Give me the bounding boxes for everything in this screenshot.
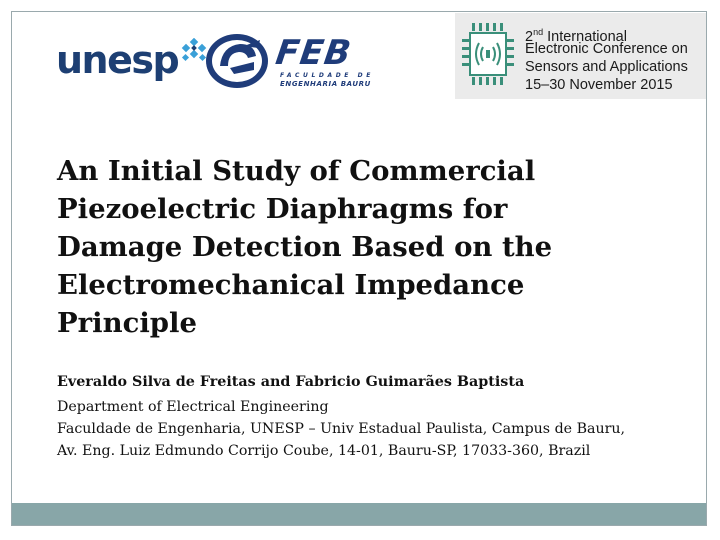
- feb-subtitle-1: FACULDADE DE: [280, 72, 374, 79]
- conference-edition-suffix: nd: [533, 27, 544, 37]
- bottom-band: [12, 503, 706, 525]
- authors: Everaldo Silva de Freitas and Fabricio Guimarães Baptista: [57, 374, 525, 390]
- unesp-wordmark: unesp: [56, 38, 179, 82]
- affiliation-faculty: Faculdade de Engenharia, UNESP – Univ Estadual Paulista, Campus de Bauru,: [57, 421, 626, 437]
- affiliation-address: Av. Eng. Luiz Edmundo Corrijo Coube, 14-01, Bauru-SP, 17033-360, Brazil: [57, 443, 591, 459]
- affiliation-department: Department of Electrical Engineering: [57, 399, 329, 415]
- conference-line-1-rest: International: [543, 28, 627, 45]
- feb-wordmark: FEB: [273, 33, 355, 73]
- conference-line-3: Sensors and Applications: [525, 59, 688, 75]
- feb-subtitle-2: ENGENHARIA BAURU: [280, 80, 371, 88]
- conference-banner: [455, 13, 706, 99]
- feb-logo: [204, 30, 409, 90]
- conference-line-2: Electronic Conference on: [525, 41, 688, 57]
- sensor-chip-icon: [462, 21, 514, 91]
- unesp-logo: [56, 40, 208, 84]
- page-title: An Initial Study of Commercial Piezoelectric Diaphragms for Damage Detection Based on the Electromechanical Impedance Principle: [57, 155, 553, 339]
- conference-edition-number: 2: [525, 28, 534, 45]
- helmet-emblem-icon: [204, 32, 270, 94]
- conference-dates: 15–30 November 2015: [525, 77, 673, 93]
